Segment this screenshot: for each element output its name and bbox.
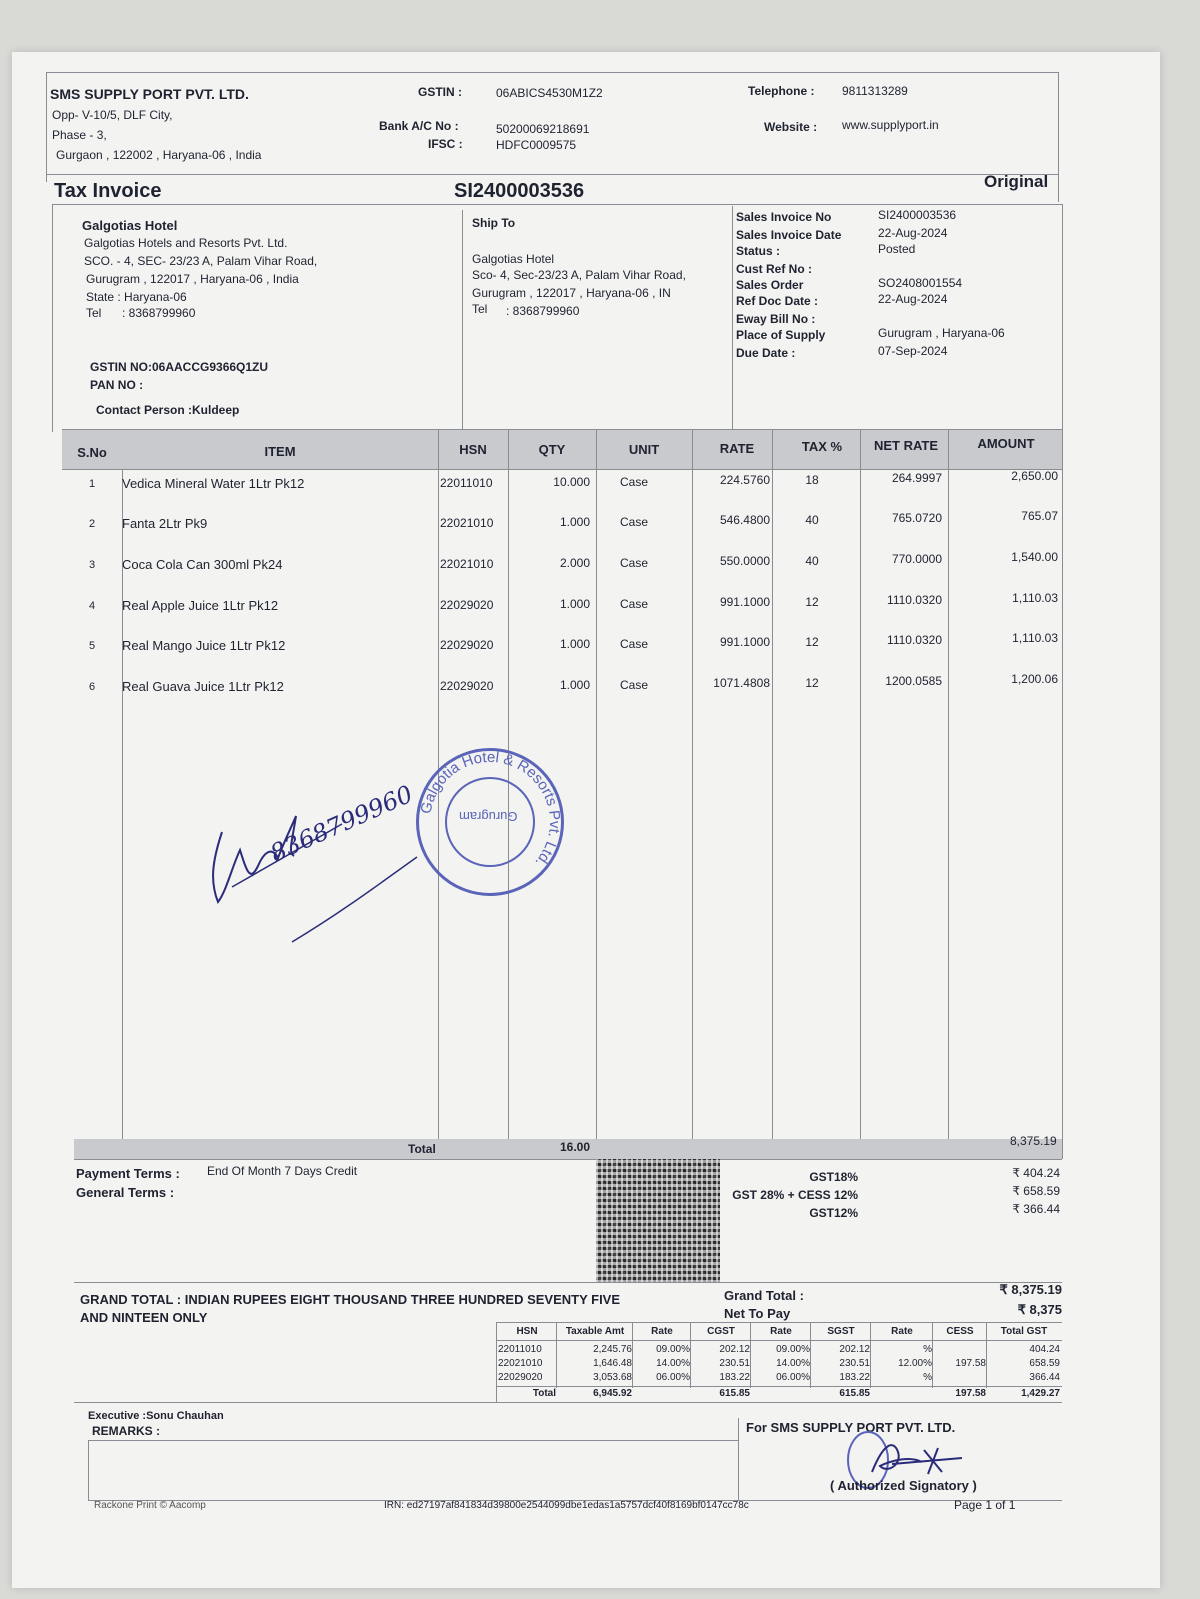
- invoice-number: SI2400003536: [454, 180, 585, 202]
- row-amount: 2,650.00: [1011, 469, 1058, 483]
- ifsc-code: HDFC0009575: [496, 138, 577, 152]
- row-rate: 546.4800: [719, 513, 770, 527]
- tax-header-divider: [496, 1340, 1062, 1341]
- row-qty: 1.000: [559, 678, 590, 692]
- invoice-paper: [12, 52, 1160, 1588]
- meta-label: Status :: [736, 244, 781, 258]
- row-amount: 1,110.03: [1012, 631, 1058, 645]
- tax-header: Taxable Amt: [565, 1326, 625, 1337]
- tax-total-divider: [496, 1386, 1062, 1387]
- e-invoice-qr-code: [596, 1159, 720, 1283]
- company-address-line3: Gurgaon , 122002 , Haryana-06 , India: [56, 148, 262, 162]
- bill-to-gstin: GSTIN NO:06AACCG9366Q1ZU: [90, 360, 269, 374]
- row-unit: Case: [620, 678, 649, 692]
- tax-header: Rate: [891, 1326, 913, 1337]
- meta-value: Posted: [878, 242, 916, 256]
- bank-account: 50200069218691: [496, 122, 590, 136]
- row-net-rate: 264.9997: [891, 471, 942, 485]
- tax-cell: 06.00%: [776, 1372, 810, 1383]
- row-amount: 1,110.03: [1012, 591, 1058, 605]
- invoice-title: Tax Invoice: [54, 180, 162, 202]
- meta-label: Eway Bill No :: [736, 312, 816, 326]
- row-rate: 991.1000: [719, 595, 770, 609]
- grand-total-label: Grand Total :: [724, 1288, 804, 1303]
- payment-terms: End Of Month 7 Days Credit: [207, 1164, 358, 1178]
- meta-label: Due Date :: [736, 346, 796, 360]
- payment-terms-label: Payment Terms :: [76, 1166, 180, 1181]
- gst-summary-value: ₹ 366.44: [1012, 1202, 1060, 1216]
- row-sno: 4: [88, 600, 96, 612]
- row-qty: 1.000: [559, 515, 590, 529]
- row-hsn: 22029020: [440, 638, 494, 652]
- bill-to-line1: Galgotias Hotels and Resorts Pvt. Ltd.: [84, 236, 288, 250]
- row-amount: 765.07: [1021, 509, 1058, 523]
- col-amount: AMOUNT: [977, 436, 1035, 451]
- gst-summary-value: ₹ 404.24: [1012, 1166, 1060, 1180]
- tax-header: HSN: [516, 1326, 538, 1337]
- tax-header: Rate: [651, 1326, 673, 1337]
- row-tax: 40: [805, 513, 819, 527]
- row-amount: 1,200.06: [1011, 672, 1058, 686]
- tax-cell: 202.12: [839, 1344, 870, 1355]
- col-qty: QTY: [538, 442, 566, 457]
- net-to-pay-value: ₹ 8,375: [1017, 1302, 1062, 1317]
- row-qty: 1.000: [559, 637, 590, 651]
- total-amount: 8,375.19: [1010, 1134, 1057, 1148]
- tax-total-cell: 1,429.27: [1021, 1388, 1060, 1399]
- row-sno: 6: [88, 681, 96, 693]
- gst-summary-label: GST18%: [809, 1170, 858, 1184]
- bill-to-line2: SCO. - 4, SEC- 23/23 A, Palam Vihar Road,: [84, 254, 318, 268]
- remarks-label: REMARKS :: [92, 1424, 160, 1438]
- tax-header: SGST: [827, 1326, 855, 1337]
- tax-cell: 230.51: [719, 1358, 750, 1369]
- tax-col-divider: [632, 1322, 633, 1388]
- ship-to-tel-label: Tel: [472, 302, 488, 316]
- row-net-rate: 765.0720: [891, 511, 942, 525]
- company-address-line1: Opp- V-10/5, DLF City,: [52, 108, 173, 122]
- tax-cell: 22011010: [498, 1344, 542, 1355]
- company-address-line2: Phase - 3,: [52, 128, 107, 142]
- meta-label: Ref Doc Date :: [736, 294, 819, 308]
- company-telephone: 9811313289: [842, 84, 908, 98]
- company-gstin: 06ABICS4530M1Z2: [496, 86, 603, 100]
- total-qty: 16.00: [560, 1140, 591, 1154]
- col-unit: UNIT: [628, 442, 660, 457]
- tax-header: Rate: [770, 1326, 792, 1337]
- tax-cell: 06.00%: [656, 1372, 690, 1383]
- page-number: Page 1 of 1: [954, 1498, 1016, 1512]
- tax-total-cell: 615.85: [839, 1388, 870, 1399]
- website-label: Website :: [764, 120, 818, 134]
- tax-cell: 658.59: [1029, 1358, 1060, 1369]
- row-hsn: 22021010: [440, 557, 494, 571]
- tax-col-divider: [986, 1322, 987, 1388]
- ifsc-label: IFSC :: [428, 137, 463, 151]
- tax-col-divider: [932, 1322, 933, 1388]
- ship-to-tel: : 8368799960: [506, 304, 580, 318]
- company-website: www.supplyport.in: [842, 118, 939, 132]
- row-item: Coca Cola Can 300ml Pk24: [122, 557, 283, 572]
- tax-col-divider: [690, 1322, 691, 1388]
- handwritten-phone: 8368799960: [266, 779, 417, 868]
- tax-col-divider: [750, 1322, 751, 1388]
- bill-to-tel: : 8368799960: [122, 306, 196, 320]
- meta-label: Sales Invoice Date: [736, 228, 842, 242]
- row-sno: 5: [88, 640, 96, 652]
- row-unit: Case: [620, 475, 649, 489]
- contact-person: Contact Person :Kuldeep: [96, 403, 240, 417]
- tax-cell: 202.12: [719, 1344, 750, 1355]
- for-company: For SMS SUPPLY PORT PVT. LTD.: [746, 1420, 956, 1435]
- irn: IRN: ed27197af841834d39800e2544099dbe1edas1a5757dcf40f8169bf0147cc78c: [384, 1500, 749, 1511]
- general-terms-label: General Terms :: [76, 1185, 175, 1200]
- bank-label: Bank A/C No :: [379, 119, 459, 133]
- col-net-rate: NET RATE: [873, 438, 939, 453]
- meta-value: 22-Aug-2024: [878, 292, 948, 306]
- tax-cell: 3,053.68: [593, 1372, 632, 1383]
- tax-header: CGST: [707, 1326, 735, 1337]
- row-unit: Case: [620, 637, 649, 651]
- row-tax: 12: [805, 676, 819, 690]
- bill-to-tel-label: Tel: [86, 306, 102, 320]
- tax-cell: 183.22: [839, 1372, 870, 1383]
- ship-to-name: Galgotias Hotel: [472, 252, 555, 266]
- amount-in-words-line2: AND NINTEEN ONLY: [80, 1310, 208, 1325]
- tax-cell: 366.44: [1029, 1372, 1060, 1383]
- tax-total-cell: 197.58: [955, 1388, 986, 1399]
- tax-cell: 22029020: [498, 1372, 543, 1383]
- tax-col-divider: [556, 1322, 557, 1388]
- gst-summary-value: ₹ 658.59: [1012, 1184, 1060, 1198]
- tax-col-divider: [870, 1322, 871, 1388]
- row-net-rate: 770.0000: [891, 552, 942, 566]
- row-item: Fanta 2Ltr Pk9: [122, 516, 208, 531]
- row-unit: Case: [620, 556, 649, 570]
- tax-cell: 197.58: [955, 1358, 986, 1369]
- row-hsn: 22029020: [440, 598, 494, 612]
- row-sno: 3: [88, 559, 96, 571]
- gst-summary-label: GST 28% + CESS 12%: [732, 1188, 858, 1202]
- ship-to-label: Ship To: [472, 216, 516, 230]
- authorized-signatory: ( Authorized Signatory ): [830, 1478, 977, 1493]
- row-qty: 1.000: [559, 597, 590, 611]
- tax-header: Total GST: [1000, 1326, 1048, 1337]
- meta-label: Sales Order: [736, 278, 804, 292]
- row-unit: Case: [620, 515, 649, 529]
- row-tax: 18: [805, 473, 819, 487]
- total-label: Total: [408, 1142, 436, 1156]
- svg-text:Galgotia Hotel & Resorts Pvt.: Galgotia Hotel & Resorts Pvt. Ltd.: [417, 748, 564, 871]
- row-item: Real Mango Juice 1Ltr Pk12: [122, 638, 286, 653]
- row-tax: 12: [805, 595, 819, 609]
- tax-cell: 22021010: [498, 1358, 543, 1369]
- tax-cell: 183.22: [719, 1372, 750, 1383]
- tax-total-cell: 6,945.92: [593, 1388, 632, 1399]
- row-rate: 224.5760: [719, 473, 770, 487]
- ship-to-line2: Gurugram , 122017 , Haryana-06 , IN: [472, 286, 671, 300]
- tax-total-cell: Total: [532, 1388, 556, 1399]
- row-sno: 2: [88, 518, 96, 530]
- meta-label: Cust Ref No :: [736, 262, 812, 276]
- row-qty: 2.000: [559, 556, 590, 570]
- ship-to-line1: Sco- 4, Sec-23/23 A, Palam Vihar Road,: [472, 268, 686, 282]
- meta-value: 07-Sep-2024: [878, 344, 948, 358]
- row-rate: 991.1000: [719, 635, 770, 649]
- bill-to-name: Galgotias Hotel: [82, 218, 178, 233]
- col-item: ITEM: [264, 444, 296, 459]
- amount-in-words-line1: GRAND TOTAL : INDIAN RUPEES EIGHT THOUSAND THREE HUNDRED SEVENTY FIVE: [80, 1292, 621, 1307]
- row-sno: 1: [88, 478, 96, 490]
- tax-cell: 14.00%: [656, 1358, 690, 1369]
- printed-by: Rackone Print © Aacomp: [94, 1500, 206, 1511]
- meta-value: SI2400003536: [878, 208, 957, 222]
- telephone-label: Telephone :: [748, 84, 815, 98]
- company-name: SMS SUPPLY PORT PVT. LTD.: [50, 86, 249, 102]
- tax-cell: %: [923, 1344, 932, 1355]
- tax-cell: 404.24: [1029, 1344, 1060, 1355]
- row-qty: 10.000: [553, 475, 590, 489]
- meta-value: SO2408001554: [878, 276, 963, 290]
- tax-cell: 09.00%: [776, 1344, 810, 1355]
- net-to-pay-label: Net To Pay: [724, 1306, 791, 1321]
- row-item: Real Apple Juice 1Ltr Pk12: [122, 598, 279, 613]
- executive: Executive :Sonu Chauhan: [88, 1410, 224, 1422]
- row-net-rate: 1110.0320: [887, 593, 942, 607]
- row-unit: Case: [620, 597, 649, 611]
- col-tax: TAX %: [801, 439, 843, 454]
- row-hsn: 22029020: [440, 679, 494, 693]
- stamp-inner-text: Gurugram: [459, 809, 518, 824]
- tax-cell: 230.51: [839, 1358, 870, 1369]
- bill-to-line3: Gurugram , 122017 , Haryana-06 , India: [86, 272, 299, 286]
- row-amount: 1,540.00: [1011, 550, 1058, 564]
- grand-total-value: ₹ 8,375.19: [999, 1282, 1062, 1297]
- tax-total-cell: 615.85: [719, 1388, 750, 1399]
- tax-header: CESS: [946, 1326, 974, 1337]
- col-rate: RATE: [719, 441, 755, 456]
- tax-cell: 2,245.76: [593, 1344, 632, 1355]
- row-tax: 40: [805, 554, 819, 568]
- copy-label: Original: [984, 172, 1049, 191]
- row-hsn: 22021010: [440, 516, 494, 530]
- row-tax: 12: [805, 635, 819, 649]
- meta-label: Sales Invoice No: [736, 210, 832, 224]
- bill-to-pan: PAN NO :: [90, 378, 144, 392]
- row-item: Vedica Mineral Water 1Ltr Pk12: [122, 476, 305, 491]
- meta-value: Gurugram , Haryana-06: [878, 326, 1005, 340]
- col-sno: S.No: [77, 445, 107, 460]
- tax-cell: 09.00%: [656, 1344, 690, 1355]
- tax-cell: %: [923, 1372, 932, 1383]
- tax-cell: 14.00%: [776, 1358, 810, 1369]
- gstin-label: GSTIN :: [418, 85, 462, 99]
- row-rate: 550.0000: [719, 554, 770, 568]
- col-hsn: HSN: [459, 442, 487, 457]
- tax-cell: 1,646.48: [593, 1358, 632, 1369]
- tax-cell: 12.00%: [898, 1358, 932, 1369]
- gst-summary-label: GST12%: [809, 1206, 858, 1220]
- row-net-rate: 1110.0320: [887, 633, 942, 647]
- meta-value: 22-Aug-2024: [878, 226, 948, 240]
- row-net-rate: 1200.0585: [885, 674, 942, 688]
- tax-col-divider: [810, 1322, 811, 1388]
- row-rate: 1071.4808: [713, 676, 770, 690]
- row-hsn: 22011010: [440, 476, 493, 490]
- bill-to-state: State : Haryana-06: [86, 290, 187, 304]
- company-stamp: [416, 748, 564, 896]
- meta-label: Place of Supply: [736, 328, 826, 342]
- row-item: Real Guava Juice 1Ltr Pk12: [122, 679, 284, 694]
